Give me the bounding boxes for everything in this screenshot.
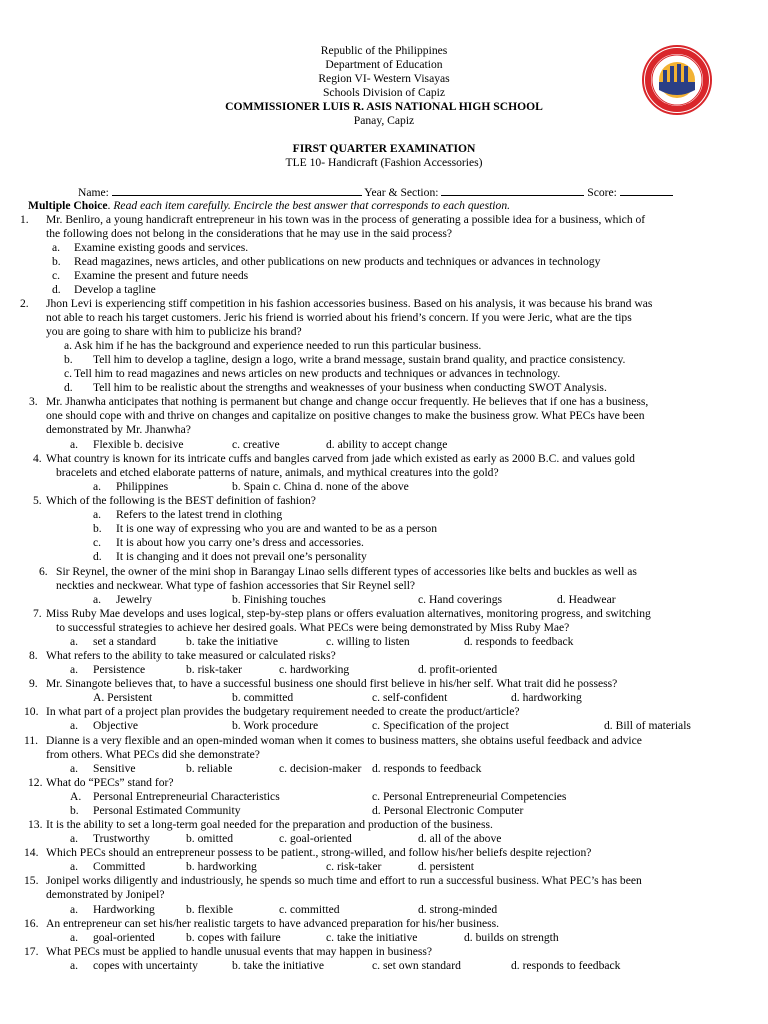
choice-text[interactable]: c. decision-maker (279, 762, 362, 775)
question-text: from others. What PECs did she demonstrate? (46, 748, 260, 761)
choice-text[interactable]: Personal Entrepreneurial Characteristics (93, 790, 280, 803)
question-text: Jonipel works diligently and industriously, he spends so much time and effort to run a successful business. What PEC’s has been (46, 874, 642, 887)
choice-text[interactable]: Examine the present and future needs (74, 269, 249, 282)
question-number: 1. (20, 213, 29, 226)
choice-letter[interactable]: a. (93, 480, 102, 493)
choice-text[interactable]: Flexible b. decisive (93, 438, 184, 451)
choice-text[interactable]: b. flexible (186, 903, 234, 916)
choice-text[interactable]: c. committed (279, 903, 340, 916)
choice-text[interactable]: Refers to the latest trend in clothing (116, 508, 283, 521)
choice-letter[interactable]: a. (52, 241, 61, 254)
choice-text[interactable]: b. committed (232, 691, 294, 704)
name-label: Name: (78, 186, 109, 199)
question-number: 2. (20, 297, 29, 310)
choice-letter[interactable]: a. (64, 339, 73, 352)
question-number: 5. (33, 494, 42, 507)
question-text: you are going to share with him to publicize his brand? (46, 325, 302, 338)
choice-text[interactable]: set a standard (93, 635, 157, 648)
choice-text[interactable]: Tell him to read magazines and news articles on new products and techniques or advances in technology. (74, 367, 561, 380)
question-text: the following does not belong in the considerations that he may use in the said process? (46, 227, 453, 240)
choice-text[interactable]: c. self-confident (372, 691, 448, 704)
header-department: Department of Education (325, 58, 443, 71)
name-field[interactable] (112, 185, 362, 196)
choice-text[interactable]: Hardworking (93, 903, 155, 916)
year-section-field[interactable] (441, 185, 584, 196)
choice-text[interactable]: d. builds on strength (464, 931, 559, 944)
question-text: In what part of a project plan provides the budgetary requirement needed to create the product/article? (46, 705, 520, 718)
choice-text[interactable]: c. set own standard (372, 959, 461, 972)
question-text: What do “PECs” stand for? (46, 776, 174, 789)
choice-letter[interactable]: c. (52, 269, 61, 282)
choice-letter[interactable]: d. (52, 283, 61, 296)
question-number: 7. (33, 607, 42, 620)
question-number: 9. (29, 677, 38, 690)
question-text: Sir Reynel, the owner of the mini shop in Barangay Linao sells different types of accessories like belts and buckles as well as (56, 565, 637, 578)
choice-text[interactable]: d. Personal Electronic Computer (372, 804, 524, 817)
choice-text[interactable]: d. hardworking (511, 691, 582, 704)
choice-letter[interactable]: b. (52, 255, 61, 268)
choice-text[interactable]: b. Finishing touches (232, 593, 326, 606)
choice-letter[interactable]: c. (93, 536, 102, 549)
choice-text[interactable]: copes with uncertainty (93, 959, 198, 972)
choice-text[interactable]: Philippines (116, 480, 169, 493)
choice-text[interactable]: c. Specification of the project (372, 719, 509, 732)
question-number: 3. (29, 395, 38, 408)
instructions: Multiple Choice. Read each item carefully. Encircle the best answer that corresponds to each question. (28, 199, 511, 212)
choice-text[interactable]: d. strong-minded (418, 903, 498, 916)
choice-text[interactable]: d. Bill of materials (604, 719, 691, 732)
choice-letter[interactable]: a. (93, 593, 102, 606)
choice-text[interactable]: b. copes with failure (186, 931, 281, 944)
question-number: 8. (29, 649, 38, 662)
choice-letter[interactable]: a. (70, 931, 79, 944)
question-text: Dianne is a very flexible and an open-minded woman when it comes to business matters, she obtains useful feedback and advice (46, 734, 642, 747)
choice-text[interactable]: d. ability to accept change (326, 438, 448, 451)
choice-text[interactable]: d. persistent (418, 860, 475, 873)
header-republic: Republic of the Philippines (320, 44, 448, 57)
choice-letter[interactable]: a. (70, 635, 79, 648)
question-text: What PECs must be applied to handle unusual events that may happen in business? (46, 945, 433, 958)
choice-text[interactable]: Tell him to be realistic about the strengths and weaknesses of your business when conducting SWOT Analysis. (93, 381, 607, 394)
choice-letter[interactable]: b. (64, 353, 73, 366)
score-label: Score: (587, 186, 617, 199)
question-number: 11. (24, 734, 39, 747)
school-seal-logo (641, 44, 713, 116)
choice-letter[interactable]: a. (70, 860, 79, 873)
score-field[interactable] (620, 185, 673, 196)
question-text: demonstrated by Mr. Jhanwha? (46, 423, 191, 436)
question-number: 6. (39, 565, 48, 578)
question-number: 12. (28, 776, 43, 789)
choice-text[interactable]: Trustworthy (93, 832, 150, 845)
question-text: Which PECs should an entrepreneur possess to be patient., strong-willed, and follow his/her beliefs despite rejection? (46, 846, 592, 859)
choice-text[interactable]: c. Personal Entrepreneurial Competencies (372, 790, 567, 803)
choice-letter[interactable]: a. (70, 959, 79, 972)
choice-text[interactable]: d. Headwear (557, 593, 616, 606)
choice-text[interactable]: Objective (93, 719, 139, 732)
question-text: Jhon Levi is experiencing stiff competition in his fashion accessories business. Based on his analysis, it was because his brand was (46, 297, 653, 310)
choice-letter[interactable]: A. (70, 790, 82, 803)
instructions-text: Read each item carefully. Encircle the best answer that corresponds to each question. (113, 199, 511, 212)
choice-letter[interactable]: a. (70, 719, 79, 732)
instructions-label: Multiple Choice (28, 199, 108, 212)
choice-text[interactable]: b. take the initiative (186, 635, 279, 648)
choice-text[interactable]: goal-oriented (93, 931, 155, 944)
student-info-line (78, 185, 673, 199)
choice-letter[interactable]: a. (70, 832, 79, 845)
question-text: What country is known for its intricate cuffs and bangles carved from jade which existed as early as 2000 B.C. and values gold (46, 452, 635, 465)
header-region: Region VI- Western Visayas (318, 72, 450, 85)
question-text: not able to reach his target customers. Jeric his friend is worried about his friend’s concern. If you were Jeric, what are the tips (46, 311, 632, 324)
choice-text[interactable]: It is one way of expressing who you are and wanted to be as a person (116, 522, 437, 535)
choice-text[interactable]: c. willing to listen (326, 635, 410, 648)
choice-text[interactable]: b. Spain c. China d. none of the above (232, 480, 409, 493)
choice-letter[interactable]: c. (64, 367, 73, 380)
school-name: COMMISSIONER LUIS R. ASIS NATIONAL HIGH SCHOOL (225, 100, 543, 113)
question-number: 10. (24, 705, 39, 718)
choice-letter[interactable]: a. (70, 438, 79, 451)
choice-text[interactable]: c. goal-oriented (279, 832, 352, 845)
question-text: demonstrated by Jonipel? (46, 888, 165, 901)
question-text: Mr. Jhanwha anticipates that nothing is permanent but change and change occur frequently. He believes that if one has a business, (46, 395, 649, 408)
choice-text[interactable]: b. take the initiative (232, 959, 325, 972)
choice-text[interactable]: c. hardworking (279, 663, 350, 676)
choice-text[interactable]: Examine existing goods and services. (74, 241, 249, 254)
choice-text[interactable]: Jewelry (116, 593, 153, 606)
choice-text[interactable]: Tell him to develop a tagline, design a logo, write a brand message, sustain brand quality, and practice consistency. (93, 353, 626, 366)
question-text: What refers to the ability to take measured or calculated risks? (46, 649, 336, 662)
choice-letter[interactable]: d. (64, 381, 73, 394)
choice-text[interactable]: Personal Estimated Community (93, 804, 241, 817)
choice-text[interactable]: c. Hand coverings (418, 593, 503, 606)
question-text: neckties and neckwear. What type of fashion accessories that Sir Reynel sell? (56, 579, 416, 592)
exam-subject: TLE 10- Handicraft (Fashion Accessories) (285, 156, 483, 169)
choice-text[interactable]: d. responds to feedback (511, 959, 621, 972)
choice-text[interactable]: d. responds to feedback (464, 635, 574, 648)
exam-title: FIRST QUARTER EXAMINATION (292, 142, 476, 155)
choice-text[interactable]: Ask him if he has the background and experience needed to run this particular business. (74, 339, 482, 352)
choice-text[interactable]: c. take the initiative (326, 931, 418, 944)
choice-text[interactable]: d. all of the above (418, 832, 502, 845)
choice-letter[interactable]: a. (70, 903, 79, 916)
choice-text[interactable]: d. responds to feedback (372, 762, 482, 775)
year-section-label: Year & Section: (364, 186, 439, 199)
choice-text[interactable]: d. profit-oriented (418, 663, 498, 676)
question-text: one should cope with and thrive on changes and capitalize on positive changes to make the business grow. What PECs have been (46, 409, 645, 422)
question-number: 14. (24, 846, 39, 859)
choice-text[interactable]: Develop a tagline (74, 283, 156, 296)
choice-text[interactable]: b. Work procedure (232, 719, 319, 732)
header-division: Schools Division of Capiz (322, 86, 446, 99)
choice-text[interactable]: Sensitive (93, 762, 136, 775)
choice-text[interactable]: It is about how you carry one’s dress and accessories. (116, 536, 364, 549)
choice-letter[interactable]: a. (93, 508, 102, 521)
question-number: 17. (24, 945, 39, 958)
question-text: It is the ability to set a long-term goal needed for the preparation and production of the business. (46, 818, 493, 831)
question-number: 4. (33, 452, 42, 465)
question-text: bracelets and etched elaborate patterns of nature, animals, and mythical creatures into the gold? (56, 466, 499, 479)
choice-text[interactable]: A. Persistent (93, 691, 153, 704)
choice-text[interactable]: Persistence (93, 663, 146, 676)
choice-letter[interactable]: b. (93, 522, 102, 535)
choice-text[interactable]: Committed (93, 860, 146, 873)
choice-letter[interactable]: a. (70, 762, 79, 775)
choice-text[interactable]: c. creative (232, 438, 280, 451)
question-number: 13. (28, 818, 43, 831)
choice-text[interactable]: b. omitted (186, 832, 234, 845)
choice-text[interactable]: b. hardworking (186, 860, 257, 873)
question-text: Miss Ruby Mae develops and uses logical, step-by-step plans or offers evaluation alternatives, monitoring progress, and switching (46, 607, 651, 620)
question-text: Mr. Sinangote believes that, to have a successful business one should first believe in his/her self. What trait did he possess? (46, 677, 618, 690)
choice-text[interactable]: Read magazines, news articles, and other publications on new products and techniques or advances in technology (74, 255, 601, 268)
question-number: 16. (24, 917, 39, 930)
question-text: Mr. Benliro, a young handicraft entrepreneur in his town was in the process of generating a possible idea for a business, which of (46, 213, 646, 226)
choice-text[interactable]: c. risk-taker (326, 860, 382, 873)
question-text: Which of the following is the BEST definition of fashion? (46, 494, 316, 507)
choice-text[interactable]: b. reliable (186, 762, 233, 775)
choice-text[interactable]: b. risk-taker (186, 663, 243, 676)
choice-letter[interactable]: b. (70, 804, 79, 817)
question-text: to successful strategies to achieve her desired goals. What PECs were being demonstrated by Miss Ruby Mae? (56, 621, 570, 634)
choice-letter[interactable]: a. (70, 663, 79, 676)
school-location: Panay, Capiz (353, 114, 415, 127)
choice-letter[interactable]: d. (93, 550, 102, 563)
question-number: 15. (24, 874, 39, 887)
choice-text[interactable]: It is changing and it does not prevail one’s personality (116, 550, 367, 563)
question-text: An entrepreneur can set his/her realistic targets to have advanced preparation for his/her business. (46, 917, 500, 930)
